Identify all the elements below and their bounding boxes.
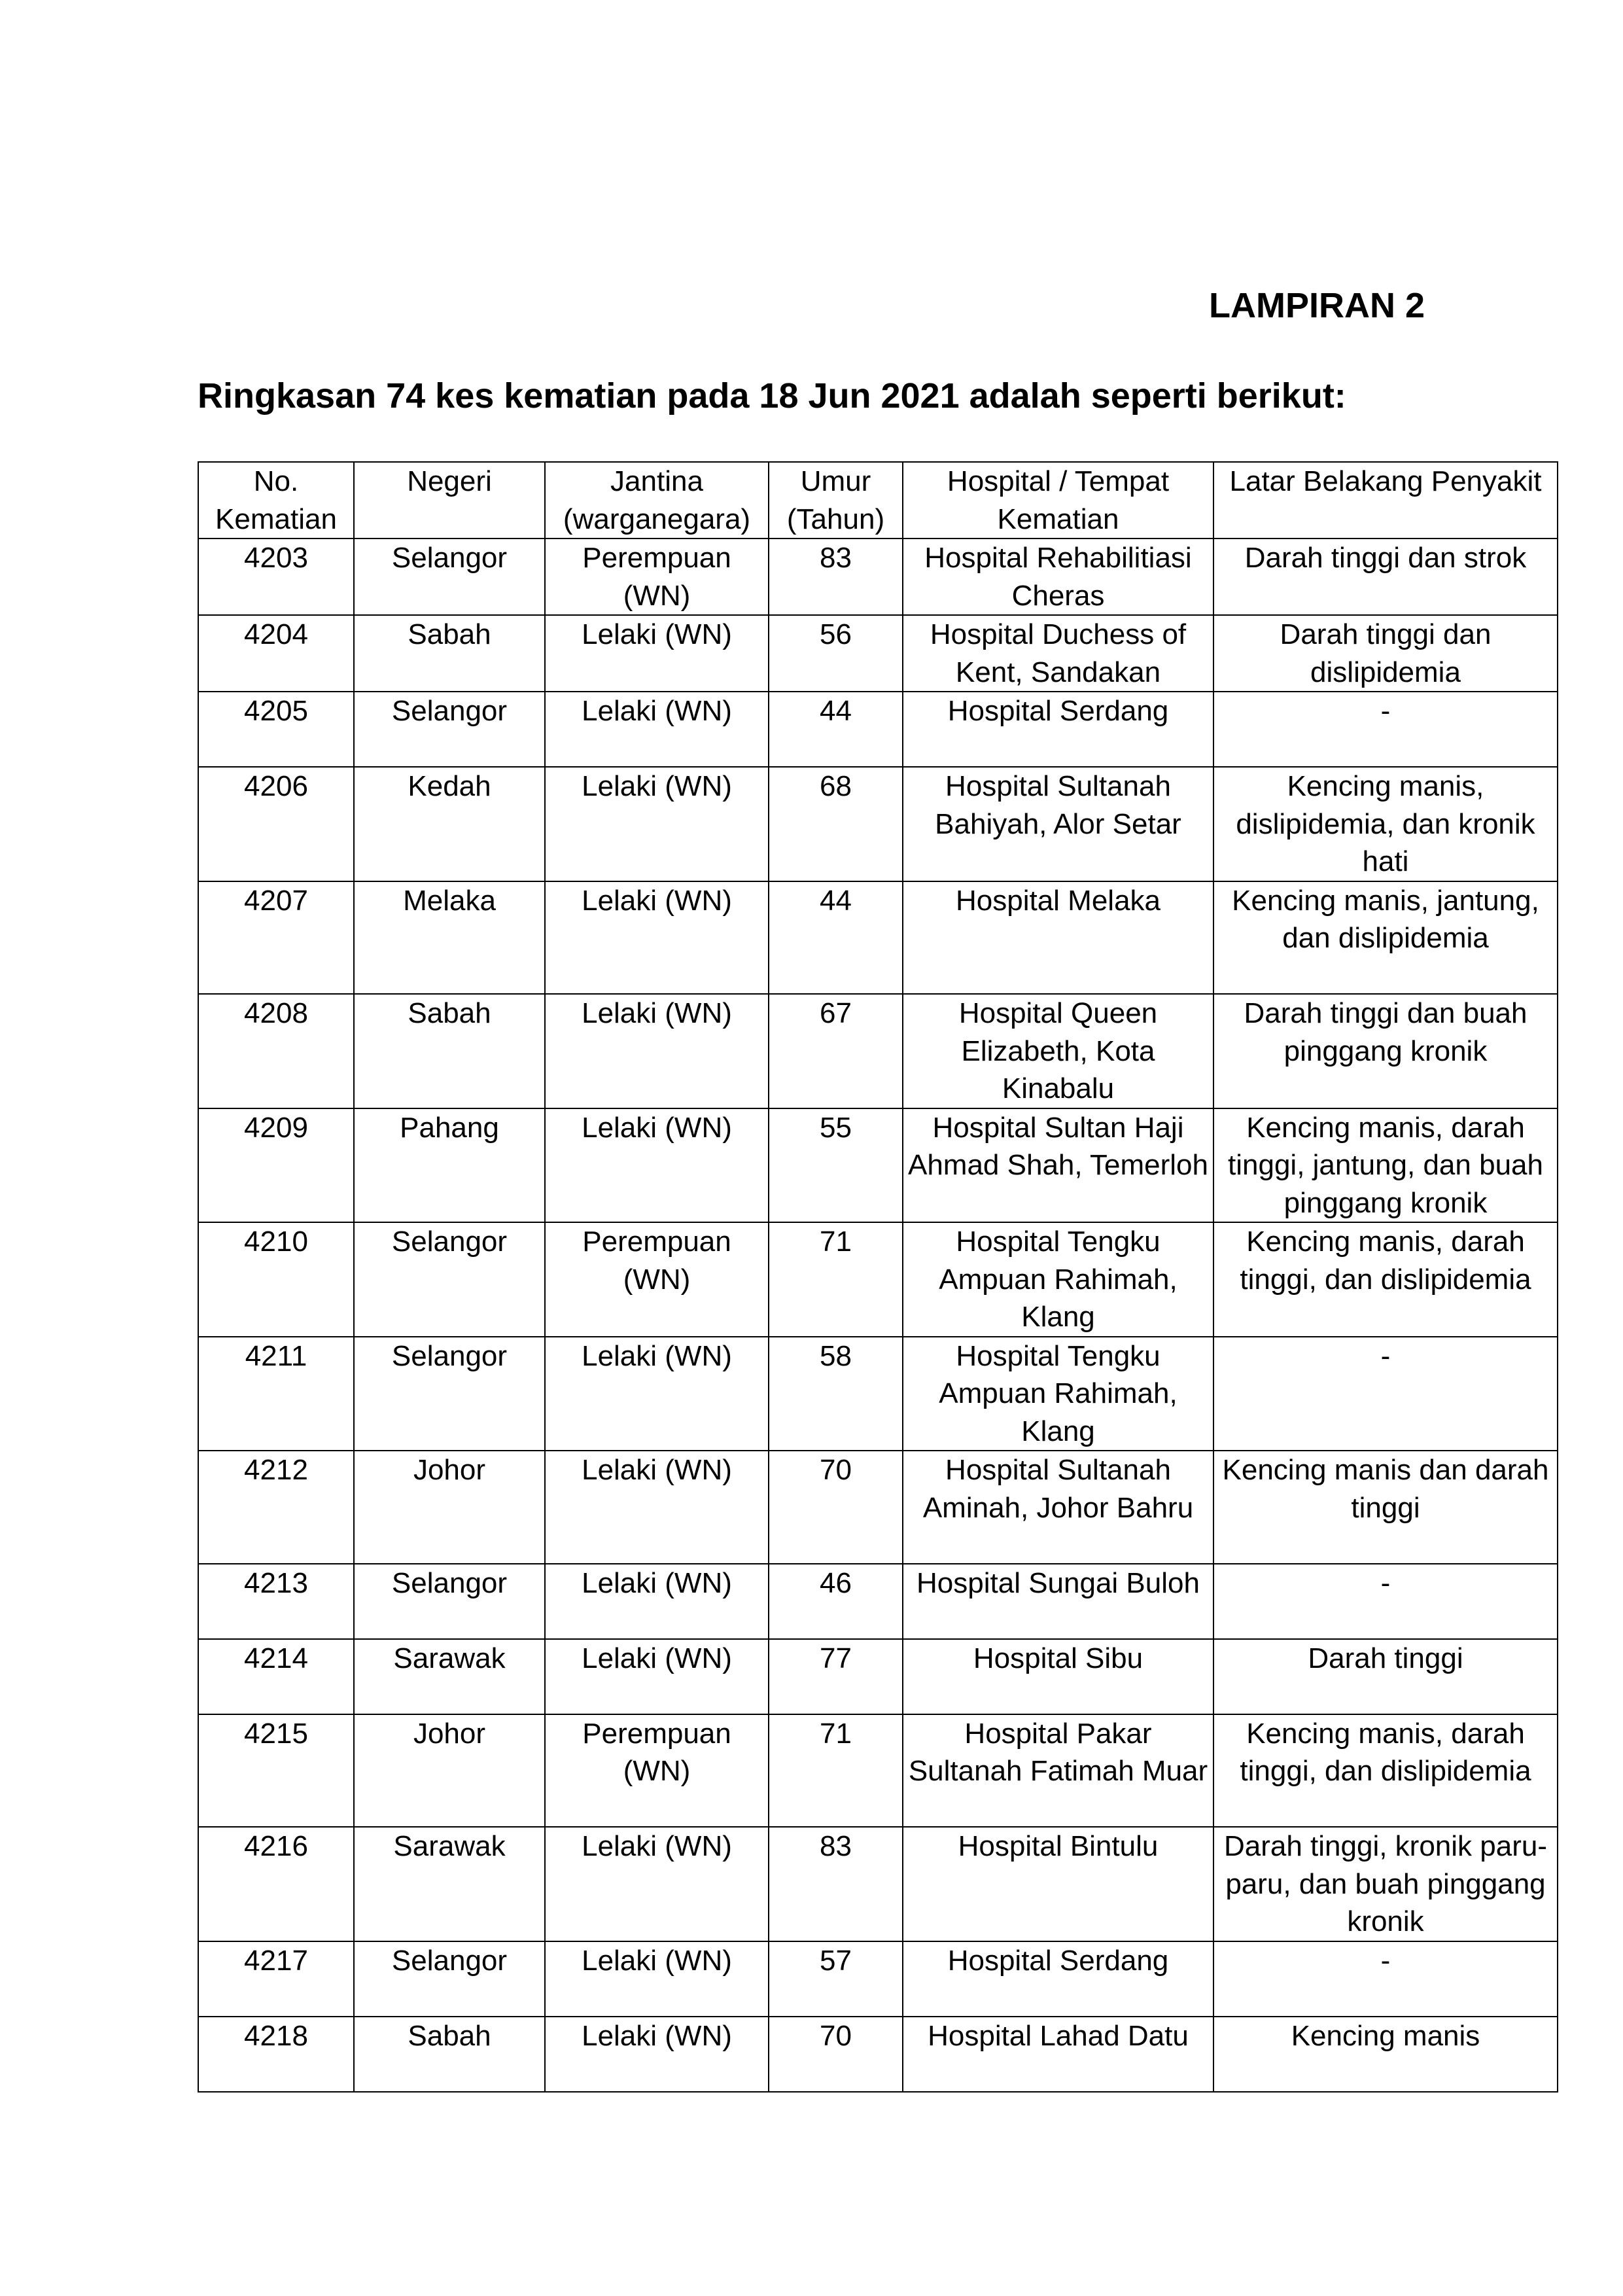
cell-gender: Lelaki (WN) — [545, 1108, 769, 1223]
cell-hospital: Hospital Serdang — [903, 692, 1213, 767]
cell-background: Kencing manis, jantung, dan dislipidemia — [1213, 881, 1558, 995]
cell-no: 4210 — [198, 1222, 354, 1337]
cell-age: 83 — [769, 539, 903, 615]
cell-state: Johor — [354, 1714, 545, 1828]
cell-age: 55 — [769, 1108, 903, 1223]
cell-state: Selangor — [354, 1337, 545, 1451]
cell-state: Kedah — [354, 767, 545, 881]
cell-background: - — [1213, 1564, 1558, 1639]
cell-hospital: Hospital Sultanah Aminah, Johor Bahru — [903, 1451, 1213, 1564]
cell-background: - — [1213, 692, 1558, 767]
cell-no: 4207 — [198, 881, 354, 995]
table-row — [198, 692, 1558, 767]
cell-age: 70 — [769, 2017, 903, 2092]
cell-background: Kencing manis, darah tinggi, dan dislipidemia — [1213, 1222, 1558, 1337]
page-heading: Ringkasan 74 kes kematian pada 18 Jun 2021 adalah seperti berikut: — [198, 376, 1346, 415]
table-row — [198, 539, 1558, 615]
table-header-row — [198, 462, 1558, 539]
table-row — [198, 1714, 1558, 1828]
cell-gender: Lelaki (WN) — [545, 994, 769, 1108]
cell-hospital: Hospital Sibu — [903, 1639, 1213, 1714]
cell-gender: Lelaki (WN) — [545, 2017, 769, 2092]
cell-gender: Lelaki (WN) — [545, 1337, 769, 1451]
cell-state: Sabah — [354, 994, 545, 1108]
table-row — [198, 767, 1558, 881]
cell-no: 4218 — [198, 2017, 354, 2092]
cell-background: Darah tinggi dan dislipidemia — [1213, 615, 1558, 692]
cell-no: 4205 — [198, 692, 354, 767]
column-header-gender: Jantina (warganegara) — [545, 462, 769, 539]
cell-state: Sabah — [354, 2017, 545, 2092]
table-row — [198, 1827, 1558, 1941]
column-header-hospital: Hospital / Tempat Kematian — [903, 462, 1213, 539]
cell-gender: Perempuan (WN) — [545, 539, 769, 615]
cell-age: 83 — [769, 1827, 903, 1941]
cell-hospital: Hospital Sultanah Bahiyah, Alor Setar — [903, 767, 1213, 881]
cell-age: 56 — [769, 615, 903, 692]
cell-no: 4213 — [198, 1564, 354, 1639]
cell-background: Kencing manis, darah tinggi, dan dislipidemia — [1213, 1714, 1558, 1828]
cell-hospital: Hospital Melaka — [903, 881, 1213, 995]
column-header-no: No. Kematian — [198, 462, 354, 539]
cell-background: Darah tinggi — [1213, 1639, 1558, 1714]
death-cases-table — [198, 461, 1558, 2093]
cell-background: Kencing manis, darah tinggi, jantung, dan buah pinggang kronik — [1213, 1108, 1558, 1223]
cell-gender: Lelaki (WN) — [545, 1941, 769, 2017]
cell-state: Sabah — [354, 615, 545, 692]
cell-no: 4209 — [198, 1108, 354, 1223]
cell-age: 77 — [769, 1639, 903, 1714]
cell-no: 4208 — [198, 994, 354, 1108]
table-row — [198, 2017, 1558, 2092]
annex-label: LAMPIRAN 2 — [1208, 286, 1425, 325]
cell-hospital: Hospital Tengku Ampuan Rahimah, Klang — [903, 1337, 1213, 1451]
cell-age: 68 — [769, 767, 903, 881]
cell-state: Selangor — [354, 692, 545, 767]
cell-no: 4216 — [198, 1827, 354, 1941]
cell-no: 4204 — [198, 615, 354, 692]
cell-hospital: Hospital Queen Elizabeth, Kota Kinabalu — [903, 994, 1213, 1108]
cell-age: 46 — [769, 1564, 903, 1639]
cell-hospital: Hospital Tengku Ampuan Rahimah, Klang — [903, 1222, 1213, 1337]
cell-gender: Lelaki (WN) — [545, 692, 769, 767]
cell-no: 4217 — [198, 1941, 354, 2017]
table-row — [198, 1941, 1558, 2017]
cell-state: Selangor — [354, 1941, 545, 2017]
cell-background: Darah tinggi, kronik paru-paru, dan buah pinggang kronik — [1213, 1827, 1558, 1941]
cell-state: Selangor — [354, 1564, 545, 1639]
cell-gender: Perempuan (WN) — [545, 1222, 769, 1337]
cell-background: Kencing manis, dislipidemia, dan kronik hati — [1213, 767, 1558, 881]
cell-background: Kencing manis — [1213, 2017, 1558, 2092]
cell-state: Johor — [354, 1451, 545, 1564]
cell-no: 4214 — [198, 1639, 354, 1714]
cell-gender: Lelaki (WN) — [545, 615, 769, 692]
cell-age: 71 — [769, 1222, 903, 1337]
cell-hospital: Hospital Duchess of Kent, Sandakan — [903, 615, 1213, 692]
cell-state: Sarawak — [354, 1827, 545, 1941]
cell-no: 4203 — [198, 539, 354, 615]
column-header-age: Umur (Tahun) — [769, 462, 903, 539]
cell-state: Selangor — [354, 1222, 545, 1337]
cell-age: 57 — [769, 1941, 903, 2017]
cell-gender: Lelaki (WN) — [545, 881, 769, 995]
cell-no: 4206 — [198, 767, 354, 881]
cell-gender: Lelaki (WN) — [545, 1827, 769, 1941]
cell-background: Kencing manis dan darah tinggi — [1213, 1451, 1558, 1564]
cell-age: 67 — [769, 994, 903, 1108]
cell-no: 4215 — [198, 1714, 354, 1828]
cell-state: Pahang — [354, 1108, 545, 1223]
table-row — [198, 1337, 1558, 1451]
cell-gender: Lelaki (WN) — [545, 1451, 769, 1564]
cell-no: 4212 — [198, 1451, 354, 1564]
table-row — [198, 615, 1558, 692]
cell-gender: Lelaki (WN) — [545, 1564, 769, 1639]
cell-background: - — [1213, 1337, 1558, 1451]
cell-hospital: Hospital Sultan Haji Ahmad Shah, Temerloh — [903, 1108, 1213, 1223]
cell-age: 58 — [769, 1337, 903, 1451]
cell-age: 44 — [769, 881, 903, 995]
cell-gender: Lelaki (WN) — [545, 1639, 769, 1714]
cell-hospital: Hospital Bintulu — [903, 1827, 1213, 1941]
cell-background: Darah tinggi dan buah pinggang kronik — [1213, 994, 1558, 1108]
cell-state: Sarawak — [354, 1639, 545, 1714]
cell-no: 4211 — [198, 1337, 354, 1451]
table-row — [198, 994, 1558, 1108]
cell-background: Darah tinggi dan strok — [1213, 539, 1558, 615]
cell-age: 44 — [769, 692, 903, 767]
cell-state: Selangor — [354, 539, 545, 615]
cell-gender: Perempuan (WN) — [545, 1714, 769, 1828]
cell-hospital: Hospital Rehabilitiasi Cheras — [903, 539, 1213, 615]
table-row — [198, 1451, 1558, 1564]
cell-hospital: Hospital Lahad Datu — [903, 2017, 1213, 2092]
table-row — [198, 1222, 1558, 1337]
cell-hospital: Hospital Sungai Buloh — [903, 1564, 1213, 1639]
cell-hospital: Hospital Pakar Sultanah Fatimah Muar — [903, 1714, 1213, 1828]
column-header-state: Negeri — [354, 462, 545, 539]
cell-age: 70 — [769, 1451, 903, 1564]
column-header-background: Latar Belakang Penyakit — [1213, 462, 1558, 539]
cell-state: Melaka — [354, 881, 545, 995]
table-row — [198, 1564, 1558, 1639]
table-row — [198, 881, 1558, 995]
table-row — [198, 1639, 1558, 1714]
cell-hospital: Hospital Serdang — [903, 1941, 1213, 2017]
cell-gender: Lelaki (WN) — [545, 767, 769, 881]
cell-background: - — [1213, 1941, 1558, 2017]
cell-age: 71 — [769, 1714, 903, 1828]
table-row — [198, 1108, 1558, 1223]
